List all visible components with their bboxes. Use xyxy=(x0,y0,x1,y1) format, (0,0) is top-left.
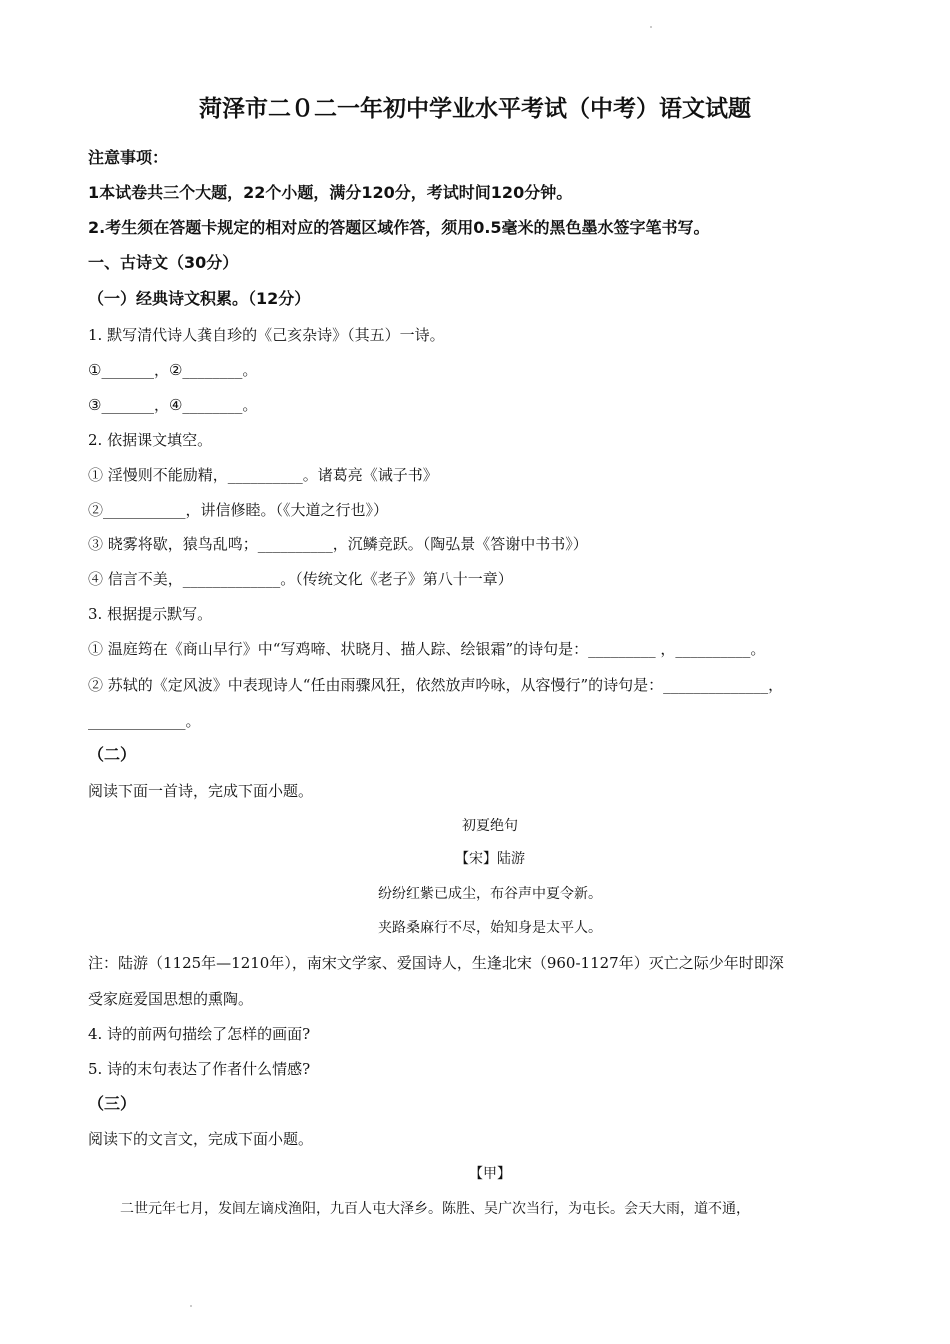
q2-prompt: 2. 依据课文填空。 xyxy=(88,431,213,449)
part1-heading: 一、古诗文（30分） xyxy=(88,253,239,272)
q2-item-b: ②___________，讲信修睦。（《大道之行也》） xyxy=(88,501,389,519)
poem-note-line-2: 受家庭爱国思想的熏陶。 xyxy=(88,990,254,1008)
q5-prompt: 5. 诗的末句表达了作者什么情感? xyxy=(88,1060,311,1078)
q1-prompt: 1. 默写清代诗人龚自珍的《己亥杂诗》（其五）一诗。 xyxy=(88,326,445,344)
q2-item-d: ④ 信言不美，_____________。（传统文化《老子》第八十一章） xyxy=(88,570,513,588)
section1-heading: （一）经典诗文积累。（12分） xyxy=(88,289,311,308)
q3-item-b-continued: _____________。 xyxy=(88,712,201,730)
passage-line-1: 二世元年七月，发闾左谪戍渔阳，九百人屯大泽乡。陈胜、吴广次当行，为屯长。会天大雨，道不通， xyxy=(120,1201,750,1217)
exam-title: 菏泽市二０二一年初中学业水平考试（中考）语文试题 xyxy=(199,96,751,122)
poem-line-2: 夹路桑麻行不尽，始知身是太平人。 xyxy=(378,920,602,936)
notice-item-1: 1本试卷共三个大题，22个小题，满分120分，考试时间120分钟。 xyxy=(88,183,573,202)
q4-prompt: 4. 诗的前两句描绘了怎样的画面? xyxy=(88,1025,311,1043)
section3-intro: 阅读下的文言文，完成下面小题。 xyxy=(88,1130,314,1148)
q2-item-c: ③ 晓雾将歇，猿鸟乱鸣；__________，沉鳞竞跃。（陶弘景《答谢中书书》） xyxy=(88,535,588,553)
page-speck xyxy=(650,26,652,28)
notice-item-2: 2.考生须在答题卡规定的相对应的答题区域作答，须用0.5毫米的黑色墨水签字笔书写。 xyxy=(88,218,710,237)
section3-heading: （三） xyxy=(88,1094,137,1113)
q1-blank-line-1: ①_______，②________。 xyxy=(88,361,258,379)
section2-intro: 阅读下面一首诗，完成下面小题。 xyxy=(88,782,314,800)
section2-heading: （二） xyxy=(88,745,137,764)
q1-blank-line-2: ③_______，④________。 xyxy=(88,396,258,414)
q2-item-a: ① 淫慢则不能励精，__________。诸葛亮《诫子书》 xyxy=(88,466,438,484)
poem-author: 【宋】陆游 xyxy=(455,851,525,867)
q3-item-b: ② 苏轼的《定风波》中表现诗人“任由雨骤风狂，依然放声吟咏，从容慢行”的诗句是：______________， xyxy=(88,676,784,694)
poem-line-1: 纷纷红紫已成尘，布谷声中夏令新。 xyxy=(378,886,602,902)
poem-note-line-1: 注：陆游（1125年—1210年），南宋文学家、爱国诗人，生逢北宋（960-1127年）灭亡之际少年时即深 xyxy=(88,954,784,972)
passage-label: 【甲】 xyxy=(469,1166,511,1182)
q3-prompt: 3. 根据提示默写。 xyxy=(88,605,213,623)
notice-heading: 注意事项： xyxy=(88,148,169,167)
page-speck xyxy=(190,1305,192,1307)
poem-title: 初夏绝句 xyxy=(462,818,518,834)
q3-item-a: ① 温庭筠在《商山早行》中“写鸡啼、状晓月、描人踪、绘银霜”的诗句是：_________ ，__________。 xyxy=(88,640,766,658)
